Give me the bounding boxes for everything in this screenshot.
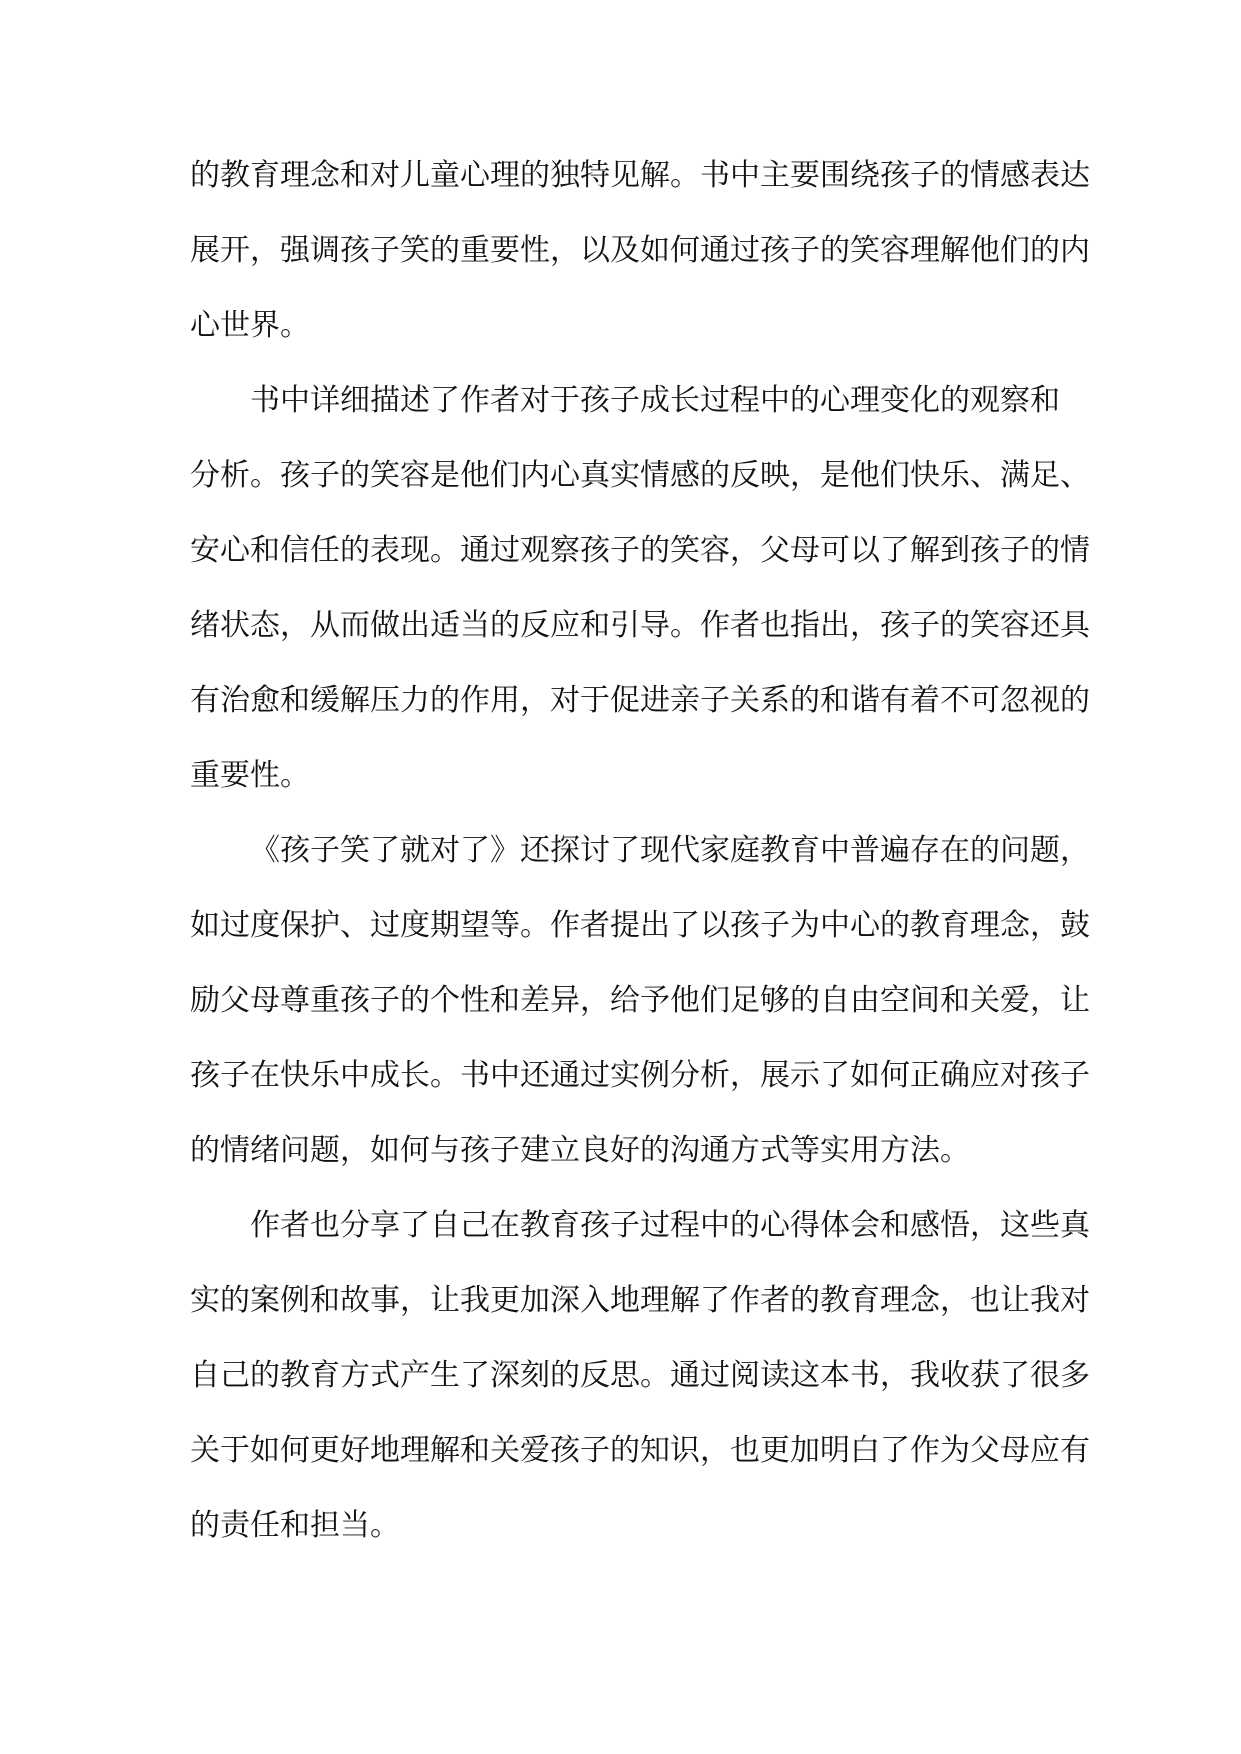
text-line: 孩子在快乐中成长。书中还通过实例分析，展示了如何正确应对孩子 — [190, 1058, 1090, 1093]
text-line: 实的案例和故事，让我更加深入地理解了作者的教育理念，也让我对 — [190, 1283, 1090, 1318]
text-line: 心世界。 — [190, 308, 310, 343]
text-line: 励父母尊重孩子的个性和差异，给予他们足够的自由空间和关爱，让 — [190, 983, 1090, 1018]
text-line: 书中详细描述了作者对于孩子成长过程中的心理变化的观察和 — [250, 383, 1060, 418]
body-text — [190, 138, 1090, 1563]
text-line: 的情绪问题，如何与孩子建立良好的沟通方式等实用方法。 — [190, 1133, 970, 1168]
text-line: 如过度保护、过度期望等。作者提出了以孩子为中心的教育理念，鼓 — [190, 908, 1090, 943]
text-line: 自己的教育方式产生了深刻的反思。通过阅读这本书，我收获了很多 — [190, 1358, 1090, 1393]
text-line: 《孩子笑了就对了》还探讨了现代家庭教育中普遍存在的问题， — [250, 833, 1090, 868]
text-line: 展开，强调孩子笑的重要性，以及如何通过孩子的笑容理解他们的内 — [190, 233, 1090, 268]
text-line: 的教育理念和对儿童心理的独特见解。书中主要围绕孩子的情感表达 — [190, 158, 1090, 193]
text-line: 的责任和担当。 — [190, 1508, 400, 1543]
text-line: 安心和信任的表现。通过观察孩子的笑容，父母可以了解到孩子的情 — [190, 533, 1090, 568]
text-line: 作者也分享了自己在教育孩子过程中的心得体会和感悟，这些真 — [250, 1208, 1090, 1243]
text-line: 有治愈和缓解压力的作用，对于促进亲子关系的和谐有着不可忽视的 — [190, 683, 1090, 718]
text-line: 关于如何更好地理解和关爱孩子的知识，也更加明白了作为父母应有 — [190, 1433, 1090, 1468]
text-line: 分析。孩子的笑容是他们内心真实情感的反映，是他们快乐、满足、 — [190, 458, 1090, 493]
text-line: 绪状态，从而做出适当的反应和引导。作者也指出，孩子的笑容还具 — [190, 608, 1090, 643]
text-line: 重要性。 — [190, 758, 310, 793]
